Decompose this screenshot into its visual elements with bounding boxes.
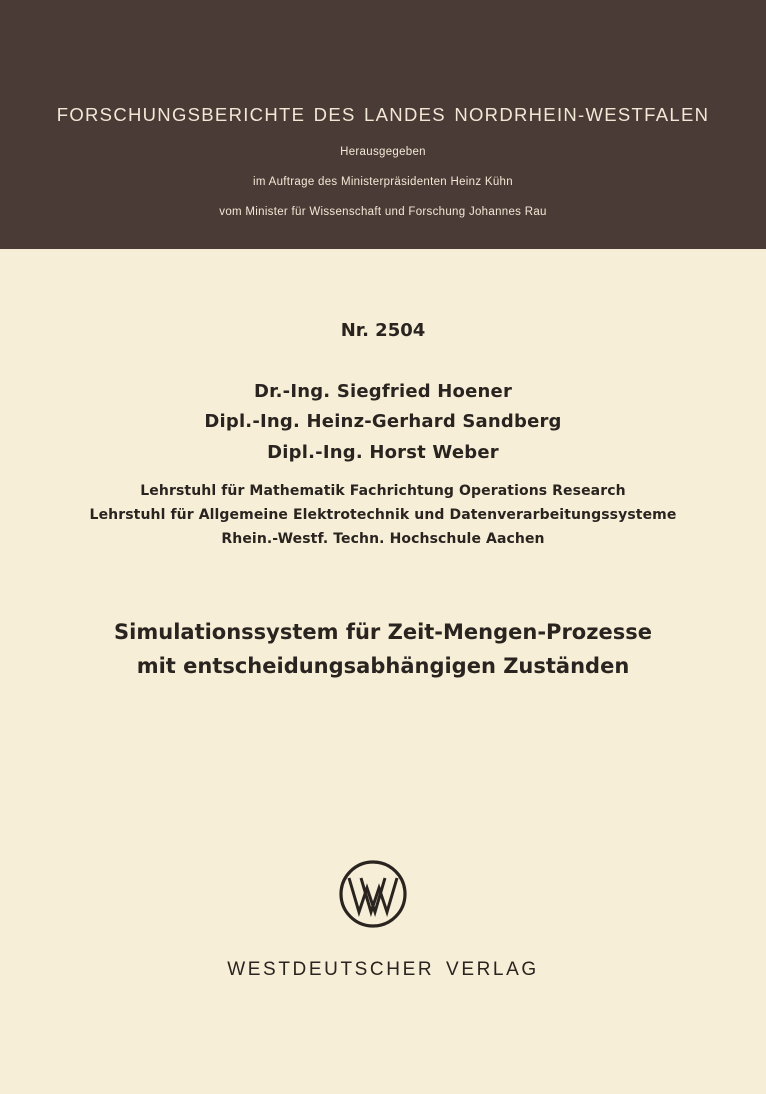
publisher-logo-icon: [337, 858, 409, 930]
editor-line-1: Herausgegeben: [340, 146, 426, 158]
institution-3: Rhein.-Westf. Techn. Hochschule Aachen: [221, 531, 545, 547]
editor-line-3: vom Minister für Wissenschaft und Forschung Johannes Rau: [219, 206, 547, 218]
book-title-line-2: mit entscheidungsabhängigen Zuständen: [136, 654, 630, 678]
editor-line-2: im Auftrage des Ministerpräsidenten Heinz Kühn: [253, 176, 513, 188]
report-number: Nr. 2504: [340, 320, 426, 341]
institution-1: Lehrstuhl für Mathematik Fachrichtung Operations Research: [140, 483, 626, 499]
book-title-line-1: Simulationssystem für Zeit-Mengen-Prozesse: [114, 620, 652, 644]
institution-2: Lehrstuhl für Allgemeine Elektrotechnik und Datenverarbeitungssysteme: [89, 507, 677, 523]
publisher-name: WESTDEUTSCHER VERLAG: [227, 959, 539, 980]
series-header-band: [0, 0, 766, 249]
author-2: Dipl.-Ing. Heinz-Gerhard Sandberg: [204, 411, 562, 432]
author-3: Dipl.-Ing. Horst Weber: [267, 442, 499, 463]
author-1: Dr.-Ing. Siegfried Hoener: [253, 381, 513, 402]
series-title: FORSCHUNGSBERICHTE DES LANDES NORDRHEIN-WESTFALEN: [56, 104, 710, 125]
